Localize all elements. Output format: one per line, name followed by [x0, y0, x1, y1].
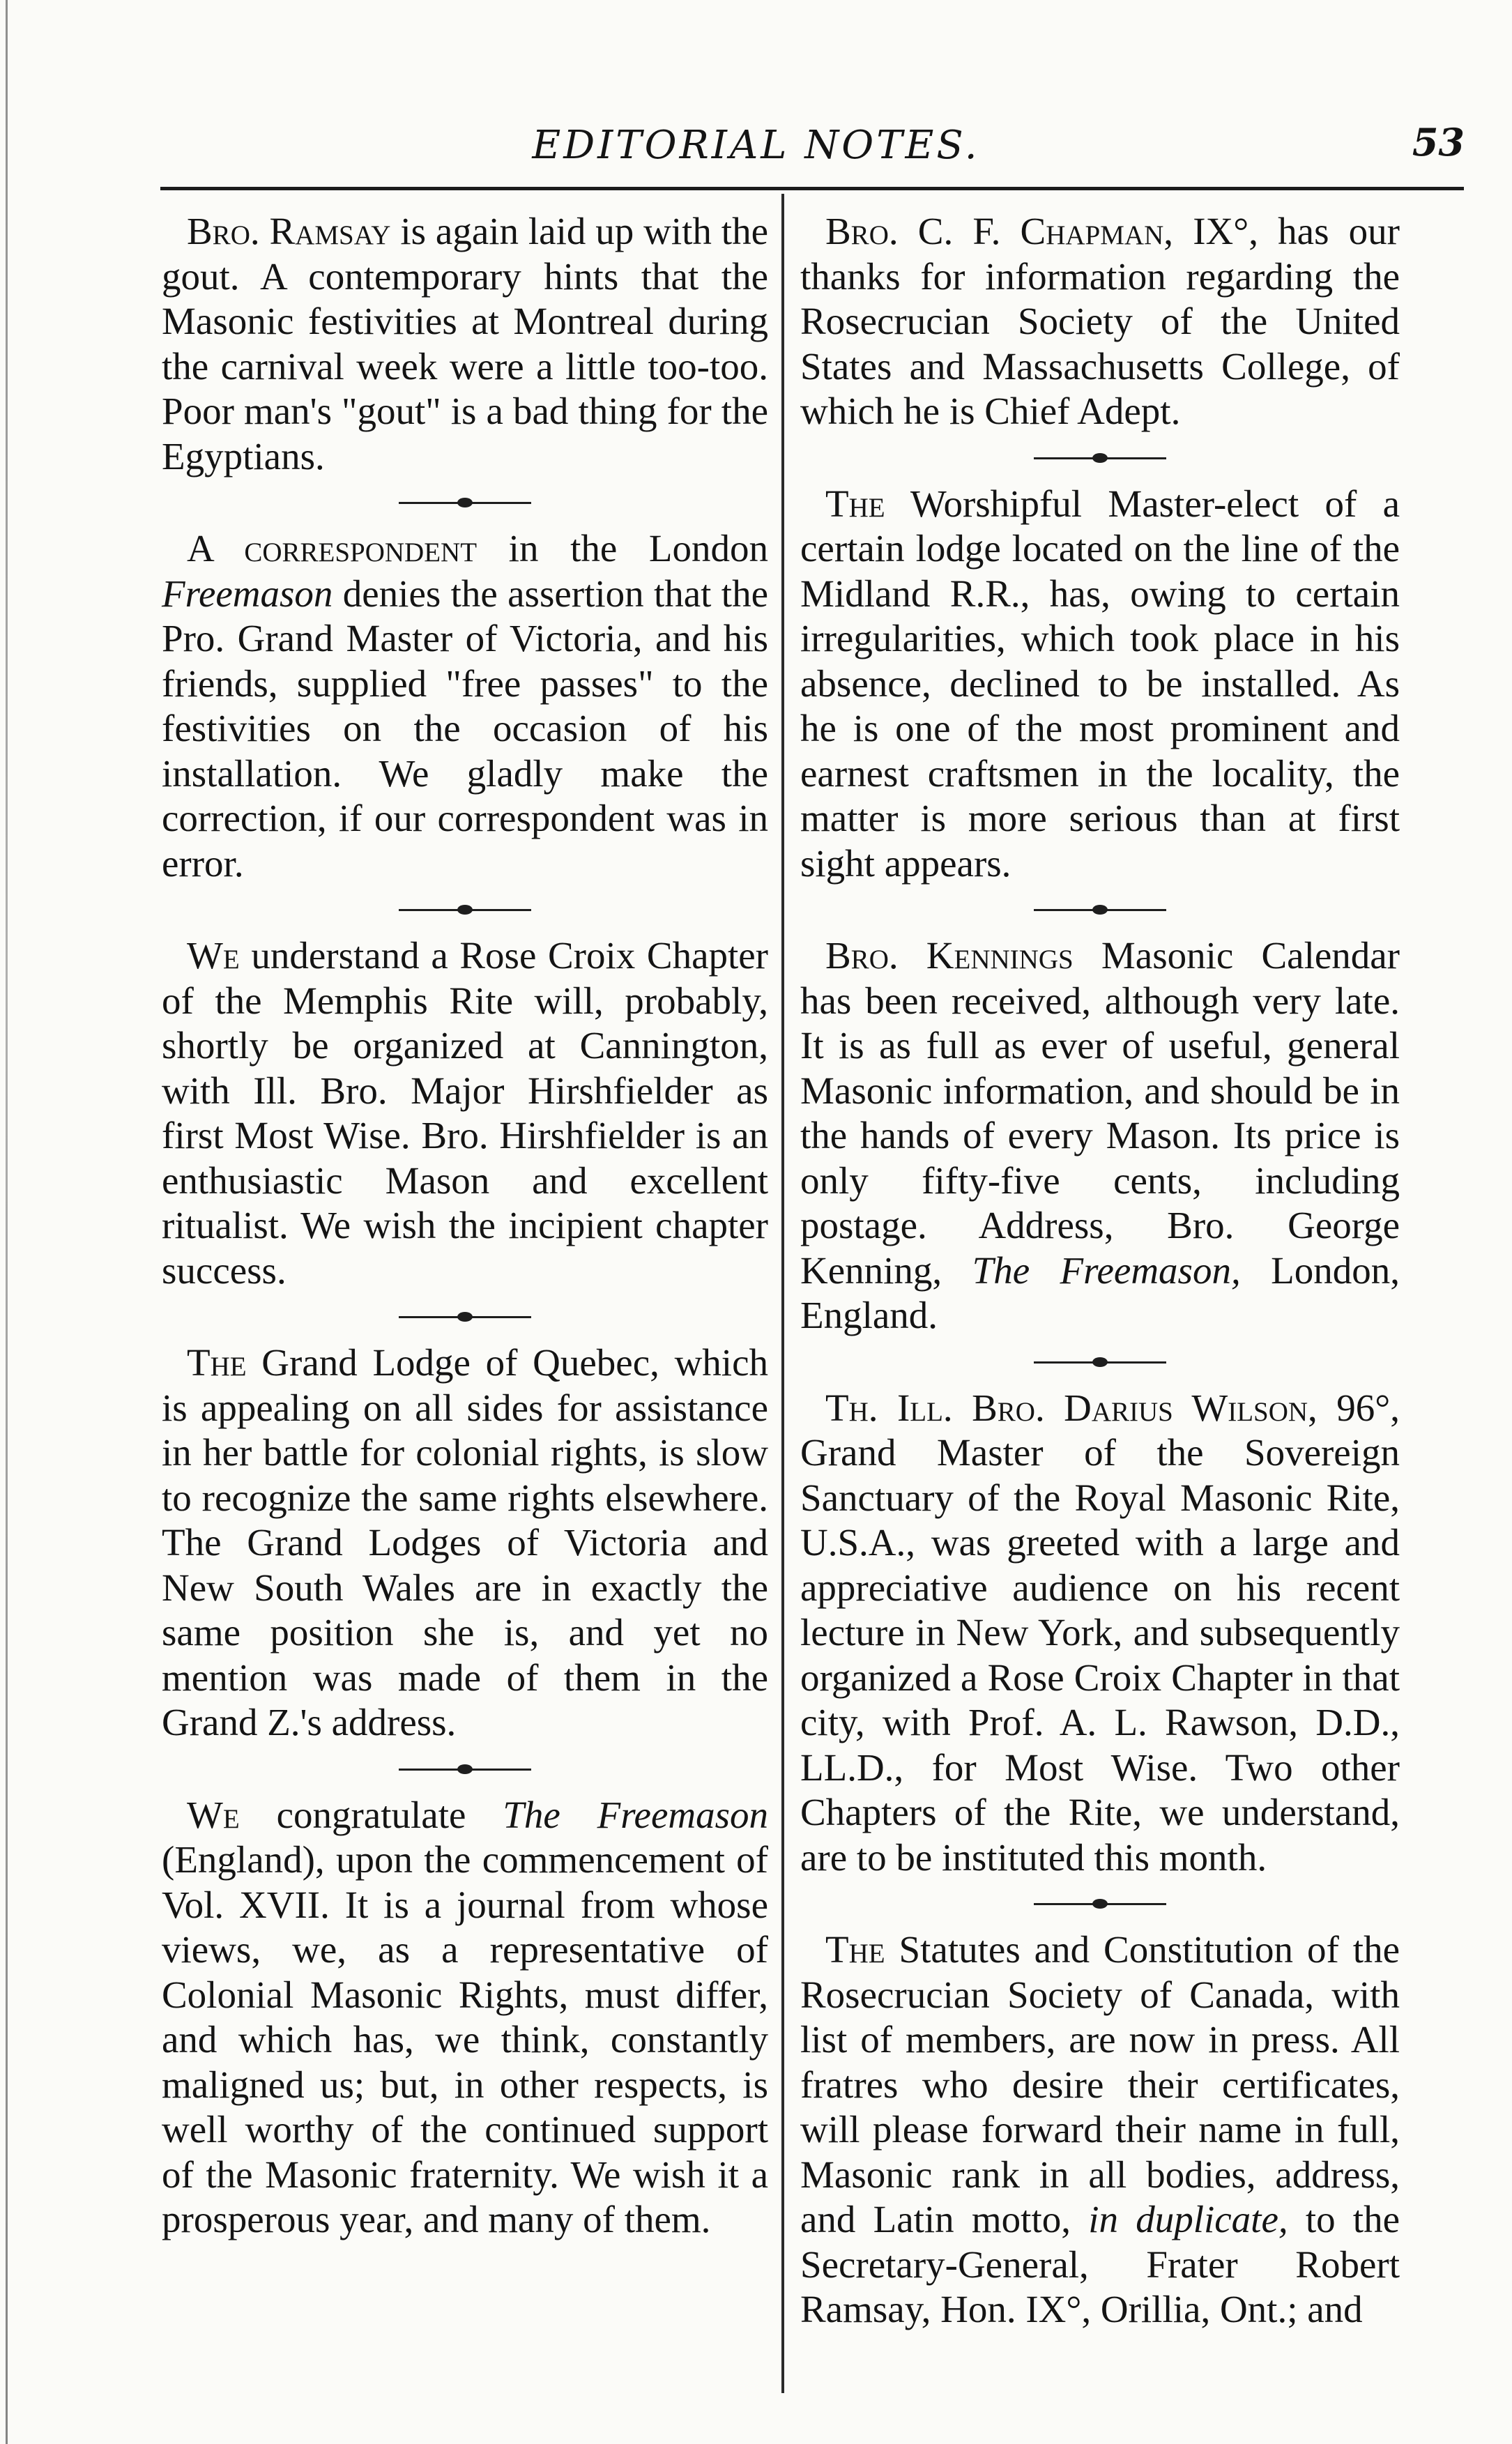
left-column [162, 209, 768, 2243]
paragraph: We congratulate The Freemason (England), upon the commencement of Vol. XVII. It is a journal from whose views, we, as a representative of Colonial Masonic Rights, must differ, and which has, we think, constantly maligned us; but, in other respects, is well worthy of the continued support of the Masonic fraternity. We wish it a prosperous year, and many of them. [162, 1793, 769, 2240]
page-number: 53 [1412, 120, 1465, 165]
paragraph: The Statutes and Constitution of the Rosecrucian Society of Canada, with list of members, are now in press. All fratres who desire their certificates, will please forward their name in full, Masonic rank in all bodies, address, and Latin motto, in duplicate, to the Secretary-General, Frater Robert Ramsay, Hon. IX°, Orillia, Ont.; and [800, 1928, 1400, 2330]
section-separator [162, 479, 768, 526]
paragraph: Th. Ill. Bro. Darius Wilson, 96°, Grand Master of the Sovereign Sanctuary of the Royal Masonic Rite, U.S.A., was greeted with a large and appreciative audience on his recent lecture in New York, and subsequently organized a Rose Croix Chapter in that city, with Prof. A. L. Rawson, D.D., LL.D., for Most Wise. Two other Chapters of the Rite, we understand, are to be instituted this month. [800, 1386, 1400, 1879]
binding-edge [6, 0, 8, 2444]
paragraph: A correspondent in the London Freemason denies the assertion that the Pro. Grand Master of Victoria, and his friends, supplied "free passes" to the festivities on the occasion of his installation. We gladly make the correction, if our correspondent was in error. [162, 527, 768, 885]
paragraph: The Worshipful Master-elect of a certain lodge located on the line of the Midland R.R., has, owing to certain irregularities, which took place in his absence, declined to be installed. As he is one of the most prominent and earnest craftsmen in the locality, the matter is more serious than at first sight appears. [800, 482, 1400, 885]
right-column [800, 209, 1400, 2332]
section-separator [162, 886, 768, 933]
section-separator [800, 886, 1400, 933]
paragraph: Bro. Ramsay is again laid up with the gout. A contemporary hints that the Masonic festivities at Montreal during the carnival week were a little too-too. Poor man's "gout" is a bad thing for the Egyptians. [162, 210, 768, 478]
section-separator [162, 1293, 768, 1341]
running-head: EDITORIAL NOTES. [532, 123, 980, 168]
section-separator [800, 1880, 1400, 1927]
column-divider [781, 194, 784, 2393]
section-separator [800, 434, 1400, 482]
paragraph: Bro. Kennings Masonic Calendar has been received, although very late. It is as full as ever of useful, general Masonic information, and should be in the hands of every Mason. Its price is only fifty-five cents, including postage. Address, Bro. George Kenning, The Freemason, London, England. [800, 934, 1400, 1336]
paragraph: We understand a Rose Croix Chapter of the Memphis Rite will, probably, shortly be organized at Cannington, with Ill. Bro. Major Hirshfielder as first Most Wise. Bro. Hirshfielder is an enthusiastic Mason and excellent ritualist. We wish the incipient chapter success. [162, 934, 768, 1292]
paragraph: The Grand Lodge of Quebec, which is appealing on all sides for assistance in her battle for colonial rights, is slow to recognize the same rights elsewhere. The Grand Lodges of Victoria and New South Wales are in exactly the same position she is, and yet no mention was made of them in the Grand Z.'s address. [162, 1341, 768, 1743]
header-rule [160, 187, 1464, 190]
section-separator [162, 1746, 768, 1793]
paragraph: Bro. C. F. Chapman, IX°, has our thanks for information regarding the Rosecrucian Society of the United States and Massachusetts College, of which he is Chief Adept. [800, 210, 1400, 432]
section-separator [800, 1338, 1400, 1386]
